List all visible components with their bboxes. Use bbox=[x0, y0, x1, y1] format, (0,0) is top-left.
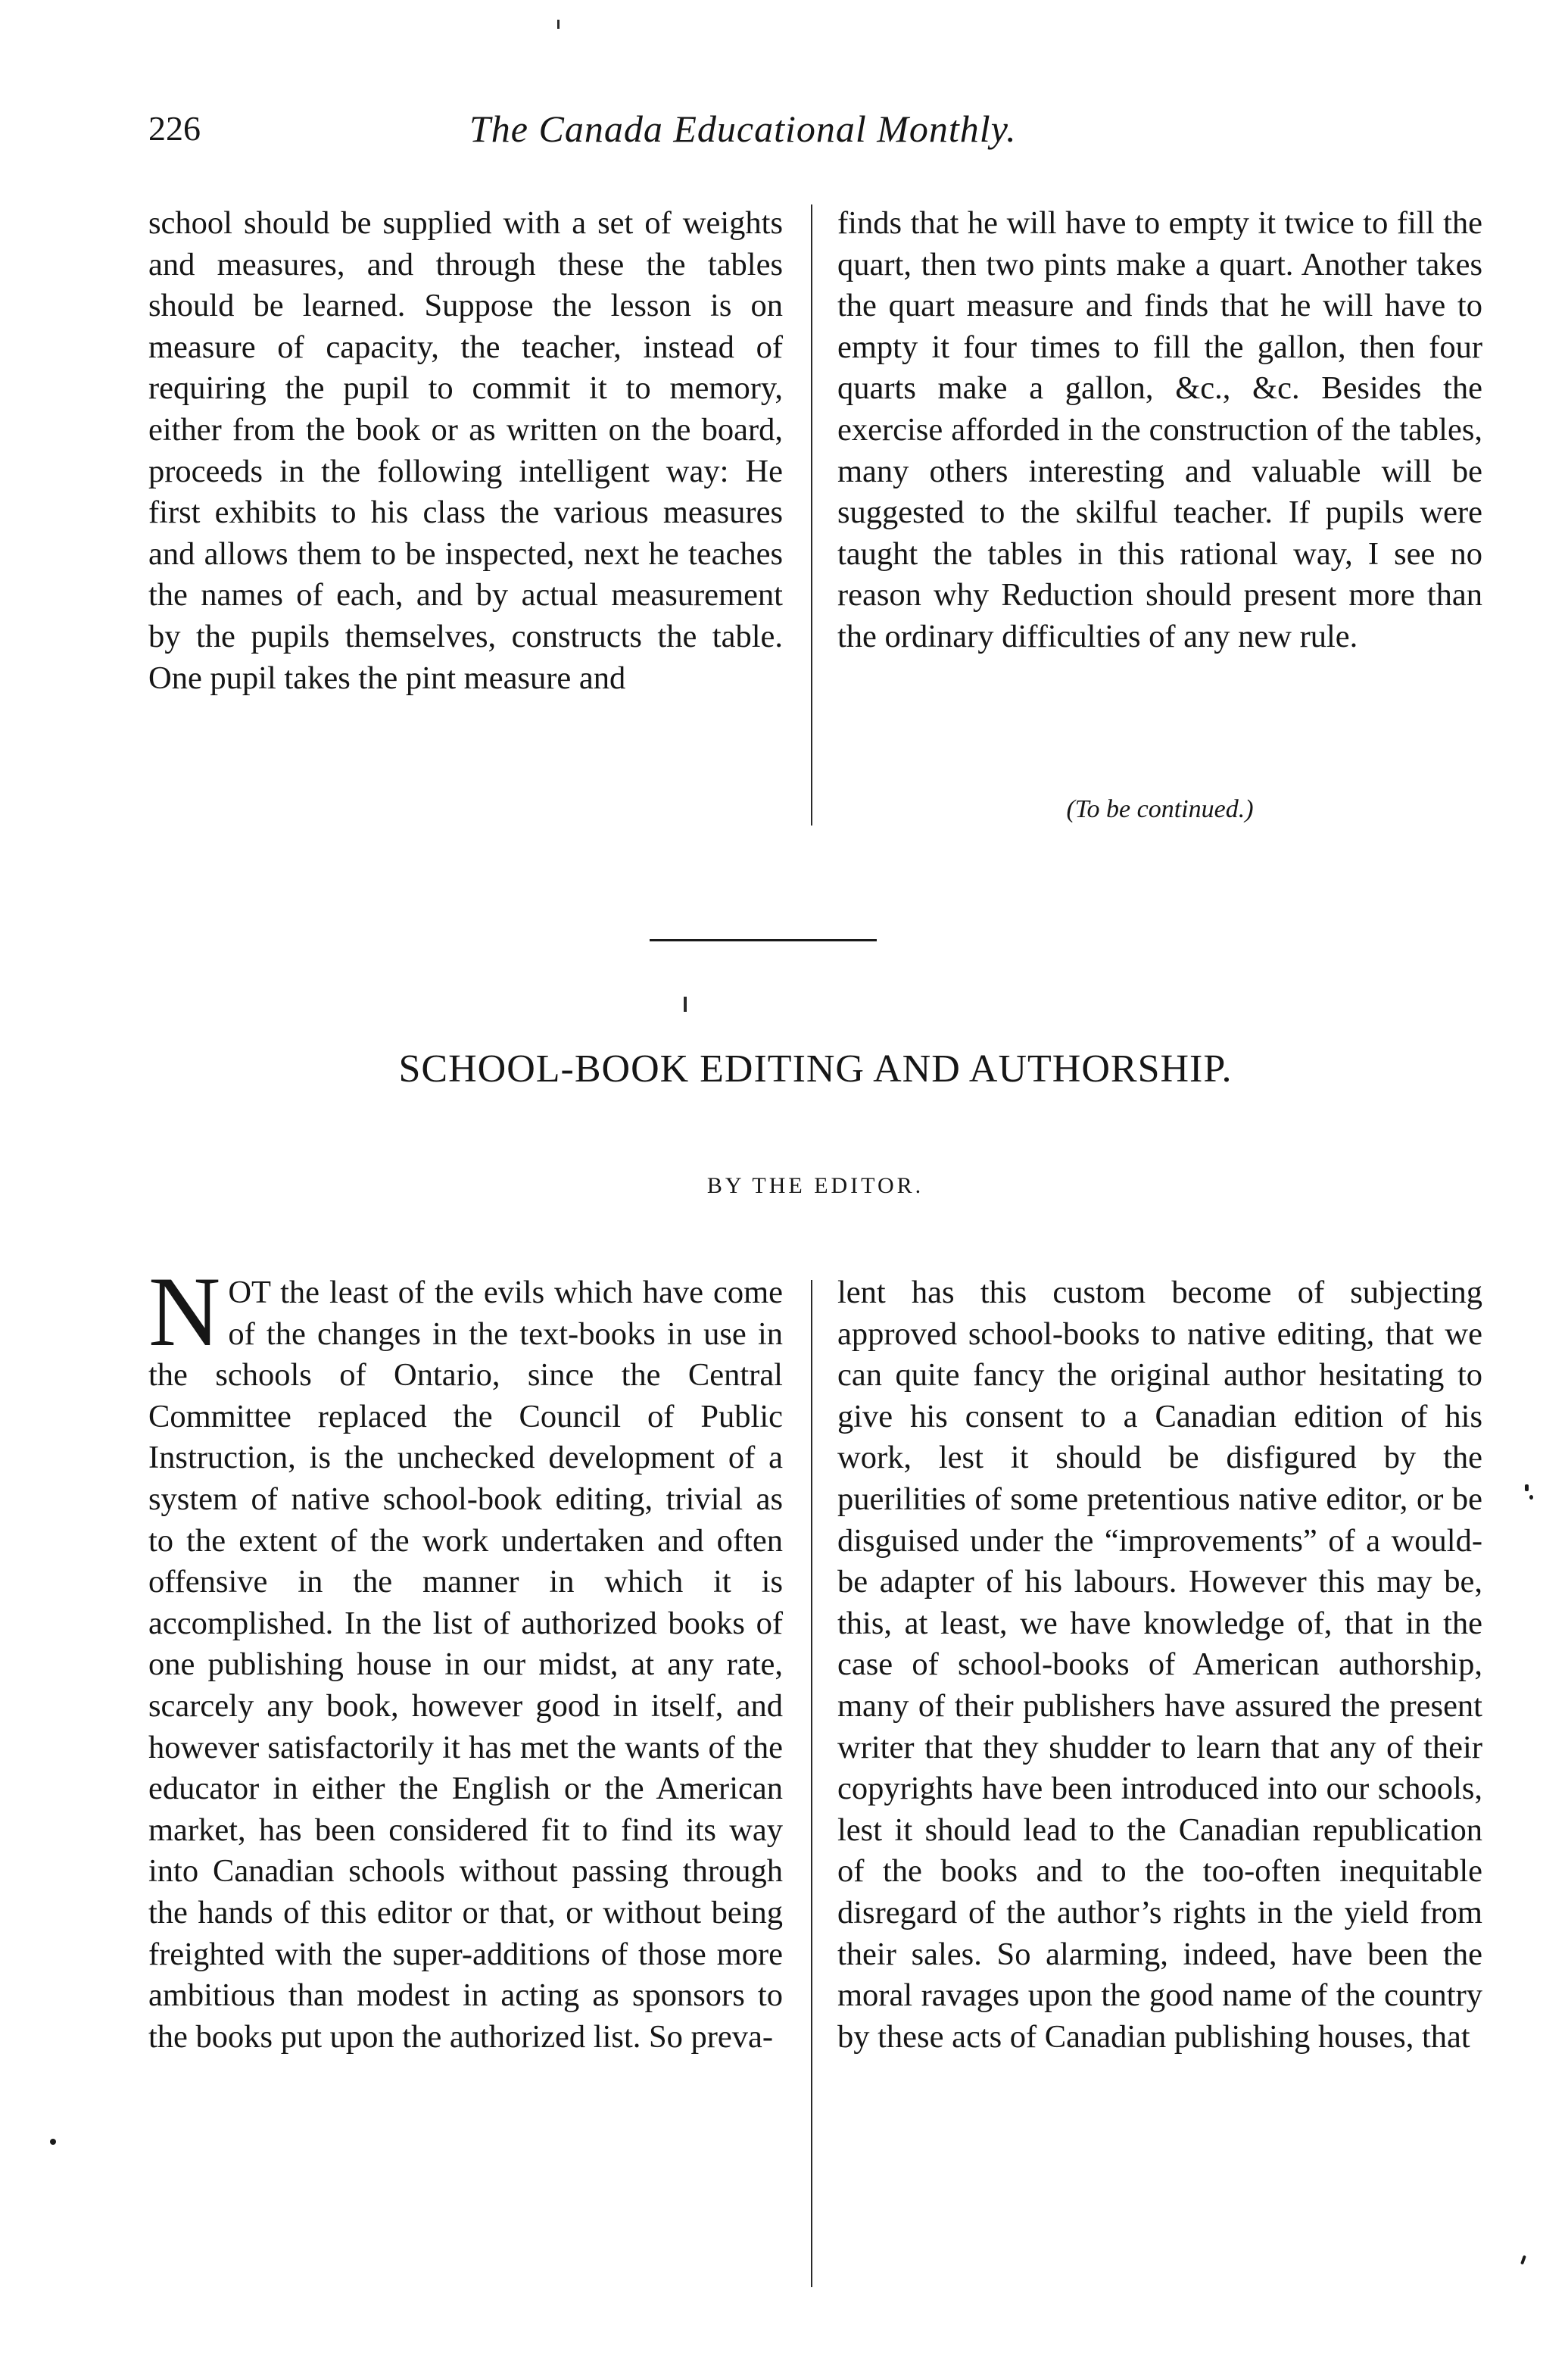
margin-speck bbox=[1520, 2255, 1526, 2265]
scan-speck bbox=[557, 20, 560, 29]
margin-speck bbox=[50, 2139, 56, 2145]
continued-note: (To be continued.) bbox=[1066, 795, 1254, 823]
margin-speck bbox=[1525, 1484, 1529, 1491]
article-right-text: lent has this custom become of subjecting approved school-books to native editing, that we can quite fancy the original author hesitating to give his consent to a Canadian edition of his work, lest it should be disfigured by the puerilities of some pretentious native editor, or be disguised under the “improvements” of a would-be adapter of his labours. However this may be, this, at least, we have knowledge of, that in the case of school-books of American authorship, many of their publishers have assured the present writer that they shudder to learn that any of their copyrights have been introduced into our schools, lest it should lead to the Canadian republication of the books and to the too-often inequitable disregard of the author’s rights in the yield from their sales. So alarming, indeed, have been the moral ravages upon the good name of the country by these acts of Canadian publishing houses, that bbox=[837, 1275, 1482, 2055]
previous-article-right-text: finds that he will have to empty it twice to fill the quart, then two pints make a quart. Another takes the quart measure and finds that he will have to empty it four times to fill the gallon, then four quarts make a gallon, &c., &c. Besides the exercise afforded in the construction of the tables, many others interesting and valuable will be suggested to the skilful teacher. If pupils were taught the tables in this rational way, I see no reason why Reduction should present more than the ordinary difficulties of any new rule. bbox=[837, 205, 1482, 654]
previous-article-left-column bbox=[148, 203, 783, 699]
article-byline: BY THE EDITOR. bbox=[706, 1173, 924, 1198]
page-number: 226 bbox=[148, 109, 201, 148]
article-title: SCHOOL-BOOK EDITING AND AUTHORSHIP. bbox=[398, 1047, 1233, 1091]
previous-article-right-column bbox=[837, 203, 1482, 658]
article-left-text: OT the least of the evils which have come of the changes in the text-books in use in the schools of Ontario, since the Central Committee replaced the Council of Public Instruction, is the unchecked development of a system of native school-book editing, trivial as to the extent of the work undertaken and often offensive in the manner in which it is accomplished. In the list of authorized books of one publishing house in our midst, at any rate, scarcely any book, however good in itself, and however satisfactorily it has met the wants of the educator in either the English or the American market, has been considered fit to find its way into Canadian schools without passing through the hands of this editor or that, or without being freighted with the super-additions of those more ambitious than modest in acting as sponsors to the books put upon the authorized list. So preva- bbox=[148, 1275, 783, 2055]
column-divider-bottom bbox=[811, 1280, 812, 2287]
article-right-column bbox=[837, 1272, 1482, 2058]
running-title: The Canada Educational Monthly. bbox=[469, 108, 1017, 150]
column-divider-top bbox=[811, 204, 812, 826]
scan-speck bbox=[684, 997, 687, 1012]
article-left-column bbox=[148, 1256, 783, 2058]
section-divider bbox=[650, 939, 877, 941]
margin-speck bbox=[1529, 1495, 1533, 1500]
previous-article-left-text: school should be supplied with a set of weights and measures, and through these the tables should be learned. Suppose the lesson is on measure of capacity, the teacher, instead of requiring the pupil to commit it to memory, either from the book or as written on the board, proceeds in the following intelligent way: He first exhibits to his class the various measures and allows them to be inspected, next he teaches the names of each, and by actual measurement by the pupils themselves, constructs the table. One pupil takes the pint measure and bbox=[148, 205, 783, 696]
drop-cap: N bbox=[148, 1256, 221, 1367]
